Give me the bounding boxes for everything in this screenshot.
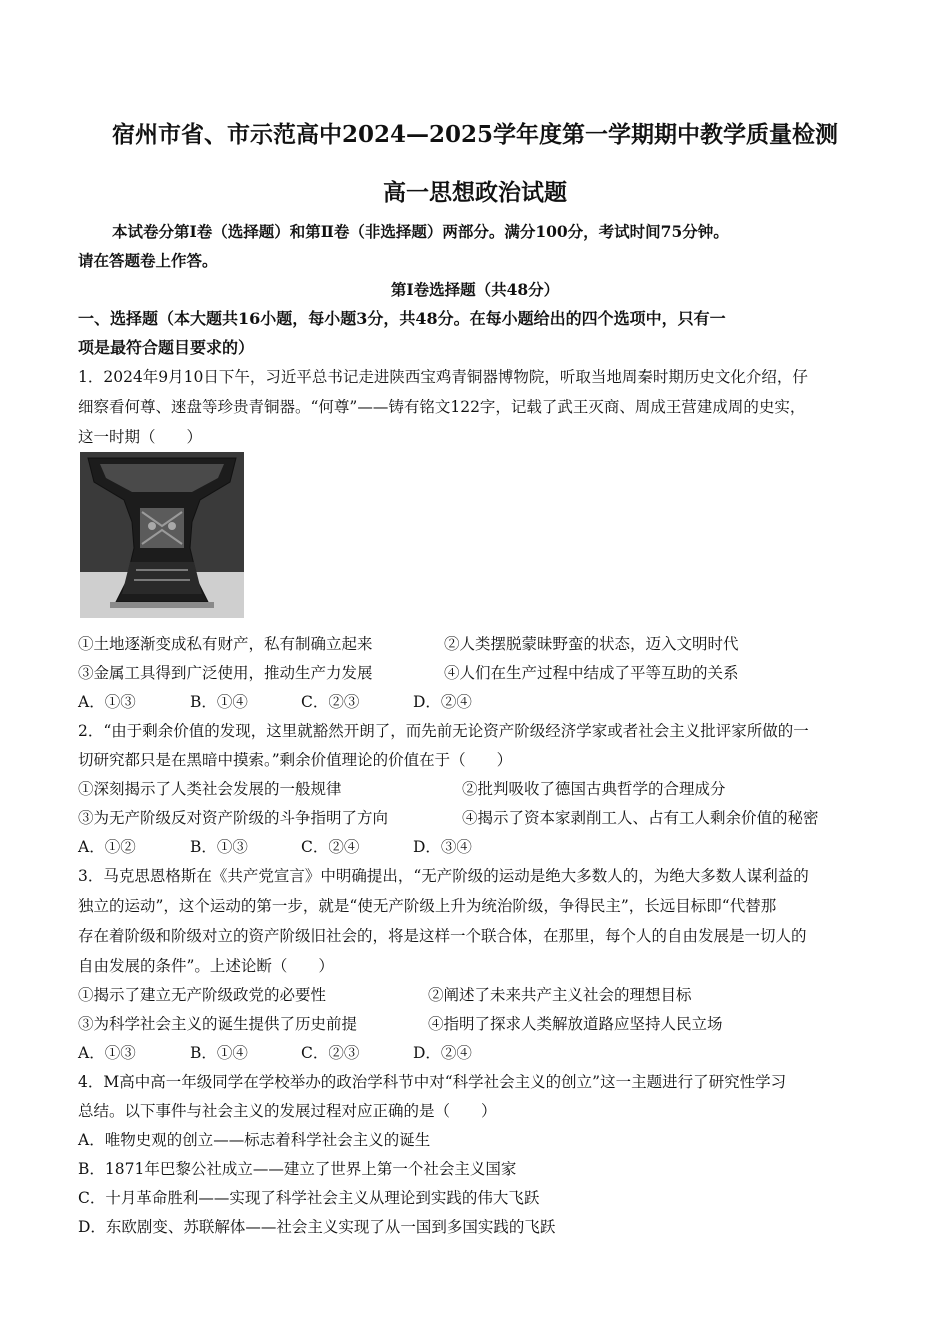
q1-statement-4: ④人们在生产过程中结成了平等互助的关系 [444,664,739,682]
q1-statement-2: ②人类摆脱蒙昧野蛮的状态，迈入文明时代 [444,635,739,653]
q3-option-d: D．②④ [413,1044,472,1062]
q1-stem-line-3: 这一时期（ ） [78,428,203,446]
part1-title: 第I卷选择题（共48分） [390,280,560,299]
q4-option-a: A．唯物史观的创立——标志着科学社会主义的诞生 [78,1131,431,1149]
q3-option-c: C．②③ [301,1044,360,1062]
q2-option-c: C．②④ [301,838,360,856]
bronze-vessel-image [80,452,244,618]
q1-statement-3: ③金属工具得到广泛使用，推动生产力发展 [78,664,373,682]
q2-option-b: B．①③ [190,838,248,856]
intro-line-2: 请在答题卷上作答。 [78,251,218,270]
he-zun-illustration [80,452,244,618]
q3-option-a: A．①③ [78,1044,136,1062]
q1-stem-line-2: 细察看何尊、逨盘等珍贵青铜器。“何尊”——铸有铭文122字，记载了武王灭商、周成王营建成周的史实， [78,398,806,416]
q3-stem-line-2: 独立的运动”，这个运动的第一步，就是“使无产阶级上升为统治阶级，争得民主”，长远目标即“代替那 [78,897,777,915]
q3-statement-3: ③为科学社会主义的诞生提供了历史前提 [78,1015,358,1033]
q3-statement-1: ①揭示了建立无产阶级政党的必要性 [78,986,327,1004]
q3-statement-2: ②阐述了未来共产主义社会的理想目标 [428,986,692,1004]
q2-statement-4: ④揭示了资本家剥削工人、占有工人剩余价值的秘密 [462,809,819,827]
q1-stem-line-1: 1．2024年9月10日下午，习近平总书记走进陕西宝鸡青铜器博物院，听取当地周秦时期历史文化介绍，仔 [78,368,808,386]
q2-statement-1: ①深刻揭示了人类社会发展的一般规律 [78,780,342,798]
q3-option-b: B．①④ [190,1044,248,1062]
q3-stem-line-1: 3．马克思恩格斯在《共产党宣言》中明确提出，“无产阶级的运动是绝大多数人的，为绝大多数人谋利益的 [78,867,809,885]
q4-option-c: C．十月革命胜利——实现了科学社会主义从理论到实践的伟大飞跃 [78,1189,540,1207]
section1-line-2: 项是最符合题目要求的） [78,338,255,357]
q3-statement-4: ④指明了探求人类解放道路应坚持人民立场 [428,1015,723,1033]
intro-line-1: 本试卷分第I卷（选择题）和第Ⅱ卷（非选择题）两部分。满分100分，考试时间75分钟。 [112,222,729,241]
q4-option-b: B．1871年巴黎公社成立——建立了世界上第一个社会主义国家 [78,1160,517,1178]
q3-stem-line-4: 自由发展的条件”。上述论断（ ） [78,957,334,975]
q1-option-a: A．①③ [78,693,136,711]
q1-option-d: D．②④ [413,693,472,711]
q4-stem-line-1: 4．M高中高一年级同学在学校举办的政治学科节中对“科学社会主义的创立”这一主题进行了研究性学习 [78,1073,787,1091]
q2-statement-2: ②批判吸收了德国古典哲学的合理成分 [462,780,726,798]
q4-option-d: D．东欧剧变、苏联解体——社会主义实现了从一国到多国实践的飞跃 [78,1218,556,1236]
q1-option-b: B．①④ [190,693,248,711]
exam-subtitle: 高一思想政治试题 [383,179,567,206]
section1-line-1: 一、选择题（本大题共16小题，每小题3分，共48分。在每小题给出的四个选项中，只有一 [78,309,726,328]
q2-statement-3: ③为无产阶级反对资产阶级的斗争指明了方向 [78,809,389,827]
q3-stem-line-3: 存在着阶级和阶级对立的资产阶级旧社会的，将是这样一个联合体，在那里，每个人的自由发展是一切人的 [78,927,807,945]
q1-option-c: C．②③ [301,693,360,711]
q2-option-a: A．①② [78,838,136,856]
exam-title: 宿州市省、市示范高中2024—2025学年度第一学期期中教学质量检测 [111,121,839,148]
q2-option-d: D．③④ [413,838,472,856]
q2-stem-line-1: 2．“由于剩余价值的发现，这里就豁然开朗了，而先前无论资产阶级经济学家或者社会主义批评家所做的一 [78,722,809,740]
q1-statement-1: ①土地逐渐变成私有财产，私有制确立起来 [78,635,373,653]
q4-stem-line-2: 总结。以下事件与社会主义的发展过程对应正确的是（ ） [78,1102,497,1120]
q2-stem-line-2: 切研究都只是在黑暗中摸索。”剩余价值理论的价值在于（ ） [78,751,513,769]
